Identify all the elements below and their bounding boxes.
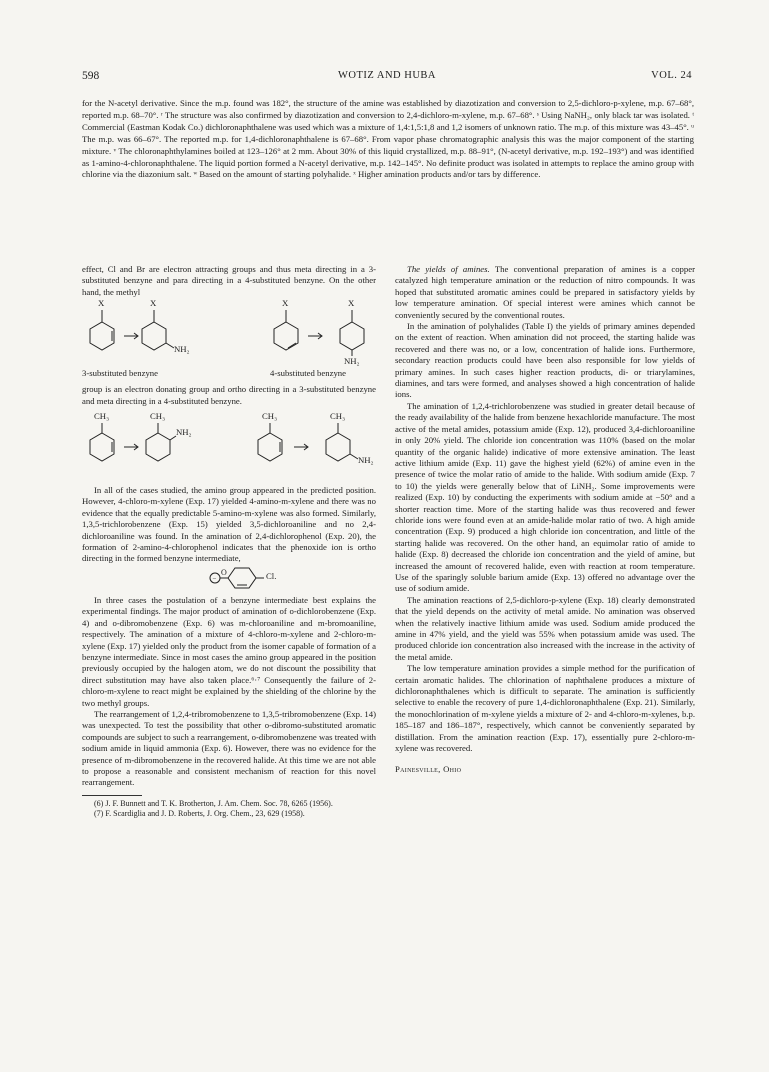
chlorine-label: Cl. — [266, 570, 277, 581]
footnote-rule — [82, 795, 142, 796]
running-head: WOTIZ AND HUBA — [338, 70, 436, 81]
table-footnotes: for the N-acetyl derivative. Since the m.p. found was 182°, the structure of the amine was established by diazotization and conversion to 2,5-dichloro-p-xylene, m.p. 67–68°, reported m.p. 68–70°. ʳ The structure was also confirmed by diazotization and conversion to 2,4-dichloro-m-xylene, m.p. 67–68°. ˢ Using NaNH₂, only black tar was isolated. ᵗ Commercial (Eastman Kodak Co.) dichloronaphthalene was used which was a mixture of 1,4:1,5:1,8 and 1,2 isomers of unknown ratio. The m.p. of this mixture was 43–45°. ᵘ The m.p. was 66–67°. The reported m.p. for 1,4-dichloronaphthalene is 67–68°. From vapor phase chromatographic analysis this was the major component of the starting mixture. ᵛ The chloronaphthylamines boiled at 123–126° at 2 mm. About 30% of this liquid crystallized, m.p. 88–91°, (N-acetyl derivative, m.p. 192–193°) and was identified as 1-amino-4-chloronaphthalene. The liquid portion formed a N-acetyl derivative, m.p. 142–145°. No definite product was isolated in attempts to replace the amino group with chlorine via the diazonium salt. ʷ Based on the amount of starting polyhalide. ˣ Higher amination products and/or tars by difference. — [82, 98, 694, 180]
paragraph: The amination of 1,2,4-trichlorobenzene was studied in greater detail because of the ready availability of the halide from benzene hexachloride manufacture. The most active of the metal amides, potassium amide (Exp. 12), produced 3,4-dichloroaniline in only 20% yield. The chloride ion concentration was 110% (based on the molar quantity of the organic halide) indicative of more extensive amination. The least active lithium amide (Exp. 11) gave the highest yield (62%) of amine even in the presence of twice the molar ratio of amide to the halide. With sodium amide (Exp. 7 to 10) the yields were generally below that of LiNH₂. Some improvements were realized (Exp. 10) by conducting the experiments with sodium amide at −50° and a shorter reaction time. More of the starting halide was thus recovered and fewer chloride ions were found even at an amide-halide molar ratio of two. A high amide concentration (Exp. 9) produced a high chloride ion concentration, and little of the starting halide was recovered. On the other hand, an equimolar ratio of amide to halide (Exp. 8) decreased the chloride ion concentration and the yield of amine, but increased the amount of recovered halide, even with reaction at room temperature. Use of the sparingly soluble barium amide (Exp. 13) offered no advantage over the use of sodium amide. — [395, 400, 695, 594]
paragraph: In three cases the postulation of a benzyne intermediate best explains the experimental findings. The major product of amination of o-dichlorobenzene (Exp. 4) and o-dibromobenzene (Exp. 6) was m-chloroaniline and m-bromoaniline, respectively. The amination of a mixture of 4-chloro-m-xylene and 2-chloro-m-xylene (Exp. 17) yielded only the product from the isomer capable of formation of a benzyne intermediate. Since in most cases the amino group appeared in the position previously occupied by the halogen atom, we do not discount the possibility that direct substitution may have also taken place.⁶·⁷ Consequently the failure of 2-chloro-m-xylene to react might be explained by the shielding of the chlorine by the two methyl groups. — [82, 594, 376, 708]
methyl-label: CH₃ — [330, 411, 346, 422]
benzyne-structures-2 — [82, 413, 376, 479]
substituent-x-label: X — [348, 298, 355, 309]
amino-label: NH₂ — [344, 356, 360, 367]
substituent-x-label: X — [150, 298, 157, 309]
methyl-label: CH₃ — [262, 411, 278, 422]
amino-label: NH₂ — [358, 455, 374, 466]
svg-text:−: − — [212, 574, 217, 583]
substituent-x-label: X — [282, 298, 289, 309]
paragraph — [395, 264, 695, 321]
paragraph: The amination reactions of 2,5-dichloro-p-xylene (Exp. 18) clearly demonstrated that the yield depends on the activity of metal amide. No amination was observed when the relatively inactive lithium amide was used. Sodium amide produced the amine in 47% yield, and the yield was 55% when potassium amide was used. The produced chloride ion concentration also increased with the increase in the activity of the metal amide. — [395, 594, 695, 662]
right-column — [395, 264, 695, 776]
phenoxide-benzyne-structure — [82, 565, 376, 591]
paragraph: The rearrangement of 1,2,4-tribromobenzene to 1,3,5-tribromobenzene (Exp. 14) was unexpected. To test the possibility that other o-dibromo-substituted aromatic compounds are subject to such a rearrangement, o-dibromobenzene was treated with sodium amide in liquid ammonia (Exp. 6). However, there was no evidence for the presence of m-dibromobenzene in the recovered halide. At this time we are not able to propose a reasonable and consistent mechanism of reaction for this novel rearrangement. — [82, 708, 376, 788]
footnote-7: (7) F. Scardiglia and J. D. Roberts, J. Org. Chem., 23, 629 (1958). — [94, 809, 305, 819]
amino-label: NH₂ — [176, 427, 192, 438]
benzyne-scheme-1 — [82, 300, 376, 380]
methyl-label: CH₃ — [150, 411, 166, 422]
paragraph-text: The conventional preparation of amines is a copper catalyzed high temperature amination or the reduction of nitro compounds. It was hoped that substituted aromatic amines could be prepared in satisfactory yields by low temperature amination. Of special interest were amines which cannot be conveniently secured by the conventional routes. — [395, 264, 695, 320]
volume-label: VOL. 24 — [651, 70, 692, 81]
phenoxide-structure — [82, 565, 376, 591]
scheme-caption: 3-substituted benzyne — [82, 368, 158, 379]
author-location: Painesville, Ohio — [395, 764, 462, 775]
svg-text:O: O — [221, 567, 227, 577]
amino-label: NH₂ — [174, 344, 190, 355]
benzyne-scheme-2 — [82, 413, 376, 479]
substituent-x-label: X — [98, 298, 105, 309]
paragraph: The low temperature amination provides a simple method for the purification of certain aromatic halides. The chlorination of naphthalene produces a mixture of dichloronaphthalenes which is difficult to separate. The amination is sufficiently selective to enable the recovery of pure 1,4-dichloronaphthalene (Exp. 21). Similarly, the monochlorination of m-xylene yields a mixture of 2- and 4-chloro-m-xylenes, b.p. 185–187 and 186–187°, respectively, which cannot be conveniently separated by distillation. From the amination reaction (Exp. 17), essentially pure 2-chloro-m-xylene was recovered. — [395, 663, 695, 754]
benzyne-structures-1 — [82, 300, 376, 366]
paragraph: In all of the cases studied, the amino group appeared in the predicted position. However, 4-chloro-m-xylene (Exp. 17) yielded 4-amino-m-xylene and there was no evidence that the equally predictable 5-amino-m-xylene was also formed. Similarly, 1,3,5-trichlorobenzene (Exp. 15) yielded 3,5-dichloroaniline and no 2,4-dichloroaniline was found. In the amination of 2,4-dichlorophenol (Exp. 20), the formation of 2-amino-4-chlorophenol indicates that the phenoxide ion is ortho directing in the formed benzyne intermediate, — [82, 485, 376, 564]
page-header — [82, 70, 692, 84]
methyl-label: CH₃ — [94, 411, 110, 422]
left-column — [82, 264, 376, 820]
paragraph: group is an electron donating group and ortho directing in a 3-substituted benzyne and meta directing in a 4-substituted benzyne. — [82, 384, 376, 406]
footnote-6: (6) J. F. Bunnett and T. K. Brotherton, J. Am. Chem. Soc. 78, 6265 (1956). — [94, 798, 333, 808]
paragraph: effect, Cl and Br are electron attracting groups and thus meta directing in a 3-substituted benzyne and para directing in a 4-substituted benzyne. On the other hand, the methyl — [82, 264, 376, 297]
page-number: 598 — [82, 70, 100, 82]
section-heading: The yields of amines. — [407, 264, 490, 274]
paragraph: In the amination of polyhalides (Table I) the yields of primary amines depended on the extent of reaction. When amination did not proceed, the starting halide was recovered and there was no, or a low, concentration of halide ions. Furthermore, secondary reaction products could have been also responsible for low yields of primary amines. In such cases higher reaction products, di- or triarylamines, diamines, and tars were formed, and analyses showed a high concentration of halide ions. — [395, 321, 695, 400]
scheme-caption: 4-substituted benzyne — [270, 368, 346, 379]
